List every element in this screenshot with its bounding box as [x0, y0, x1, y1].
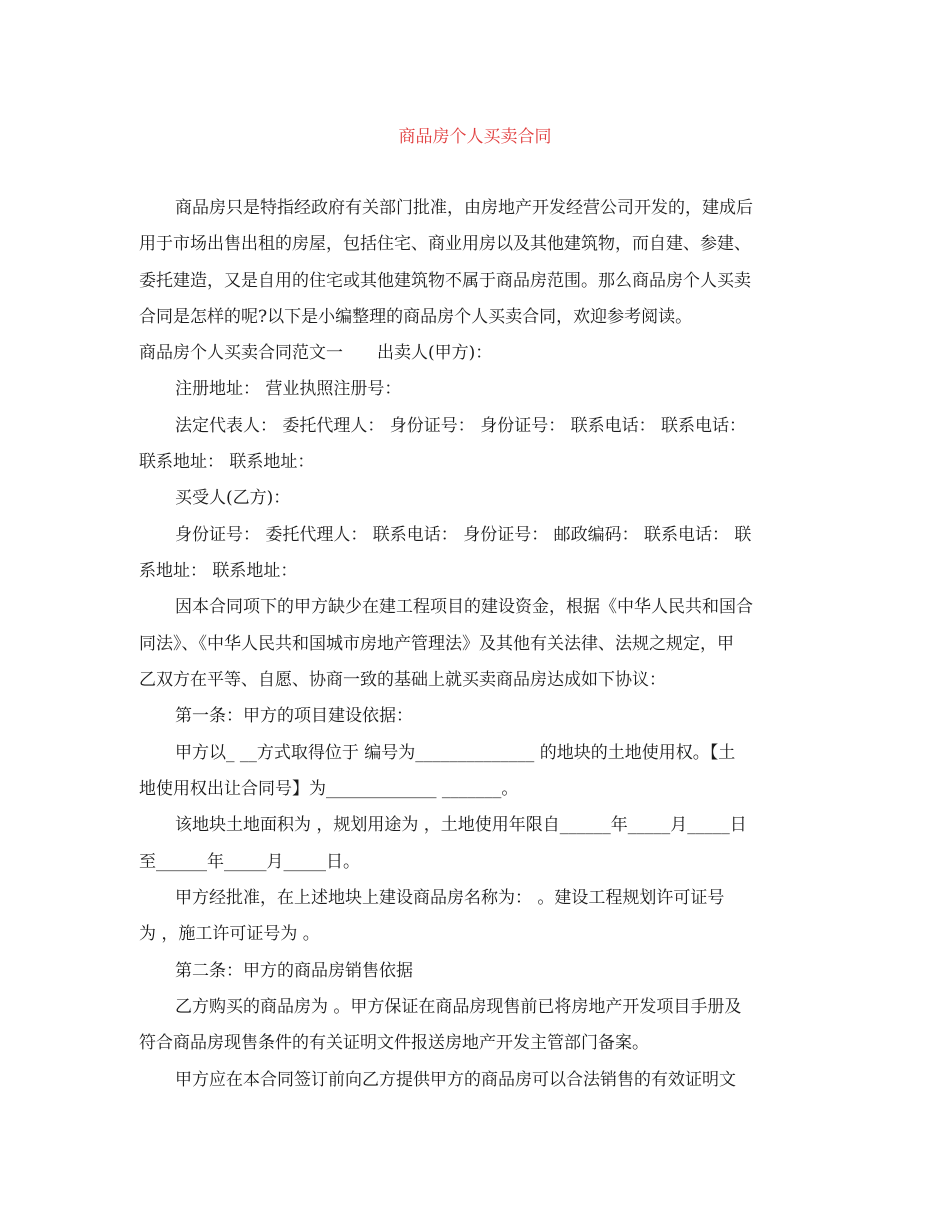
paragraph-line: 联系地址： 联系地址： [139, 452, 315, 472]
paragraph-line: 系地址： 联系地址： [139, 561, 298, 581]
paragraph-line: 甲方应在本合同签订前向乙方提供甲方的商品房可以合法销售的有效证明文 [175, 1070, 736, 1090]
paragraph-line: 因本合同项下的甲方缺少在建工程项目的建设资金，根据《中华人民共和国合 [175, 597, 753, 617]
paragraph-line: 买受人(乙方)： [175, 488, 291, 508]
paragraph-line: 第一条：甲方的项目建设依据： [175, 706, 413, 726]
paragraph-line: 用于市场出售出租的房屋，包括住宅、商业用房以及其他建筑物，而自建、参建、 [139, 234, 751, 254]
paragraph-line: 地使用权出让合同号】为_____________ _______。 [139, 779, 519, 799]
paragraph-line: 符合商品房现售条件的有关证明文件报送房地产开发主管部门备案。 [139, 1033, 649, 1053]
paragraph-line: 法定代表人： 委托代理人： 身份证号： 身份证号： 联系电话： 联系电话： [175, 416, 747, 436]
paragraph-line: 同法》、《中华人民共和国城市房地产管理法》及其他有关法律、法规之规定，甲 [139, 634, 734, 654]
paragraph-line: 该地块土地面积为 ，规划用途为 ，土地使用年限自______年_____月_____日 [175, 815, 747, 835]
paragraph-line: 身份证号： 委托代理人： 联系电话： 身份证号： 邮政编码： 联系电话： 联 [175, 525, 752, 545]
paragraph-line: 乙方购买的商品房为 。甲方保证在商品房现售前已将房地产开发项目手册及 [175, 997, 742, 1017]
paragraph-line: 商品房个人买卖合同范文一 出卖人(甲方)： [139, 343, 493, 363]
paragraph-line: 第二条：甲方的商品房销售依据 [175, 961, 413, 981]
paragraph-line: 商品房只是特指经政府有关部门批准，由房地产开发经营公司开发的，建成后 [175, 198, 753, 218]
paragraph-line: 为 ，施工许可证号为 。 [139, 924, 320, 944]
paragraph-line: 合同是怎样的呢?以下是小编整理的商品房个人买卖合同，欢迎参考阅读。 [139, 307, 693, 327]
paragraph-line: 乙双方在平等、自愿、协商一致的基础上就买卖商品房达成如下协议： [139, 670, 666, 690]
document-title: 商品房个人买卖合同 [398, 127, 552, 147]
paragraph-line: 委托建造，又是自用的住宅或其他建筑物不属于商品房范围。那么商品房个人买卖 [139, 271, 751, 291]
paragraph-line: 甲方经批准，在上述地块上建设商品房名称为： 。建设工程规划许可证号 [175, 888, 725, 908]
paragraph-line: 注册地址： 营业执照注册号： [175, 379, 402, 399]
paragraph-line: 至______年_____月_____日。 [139, 852, 360, 872]
paragraph-line: 甲方以_ __方式取得位于 编号为______________ 的地块的土地使用权。【土 [175, 743, 736, 763]
